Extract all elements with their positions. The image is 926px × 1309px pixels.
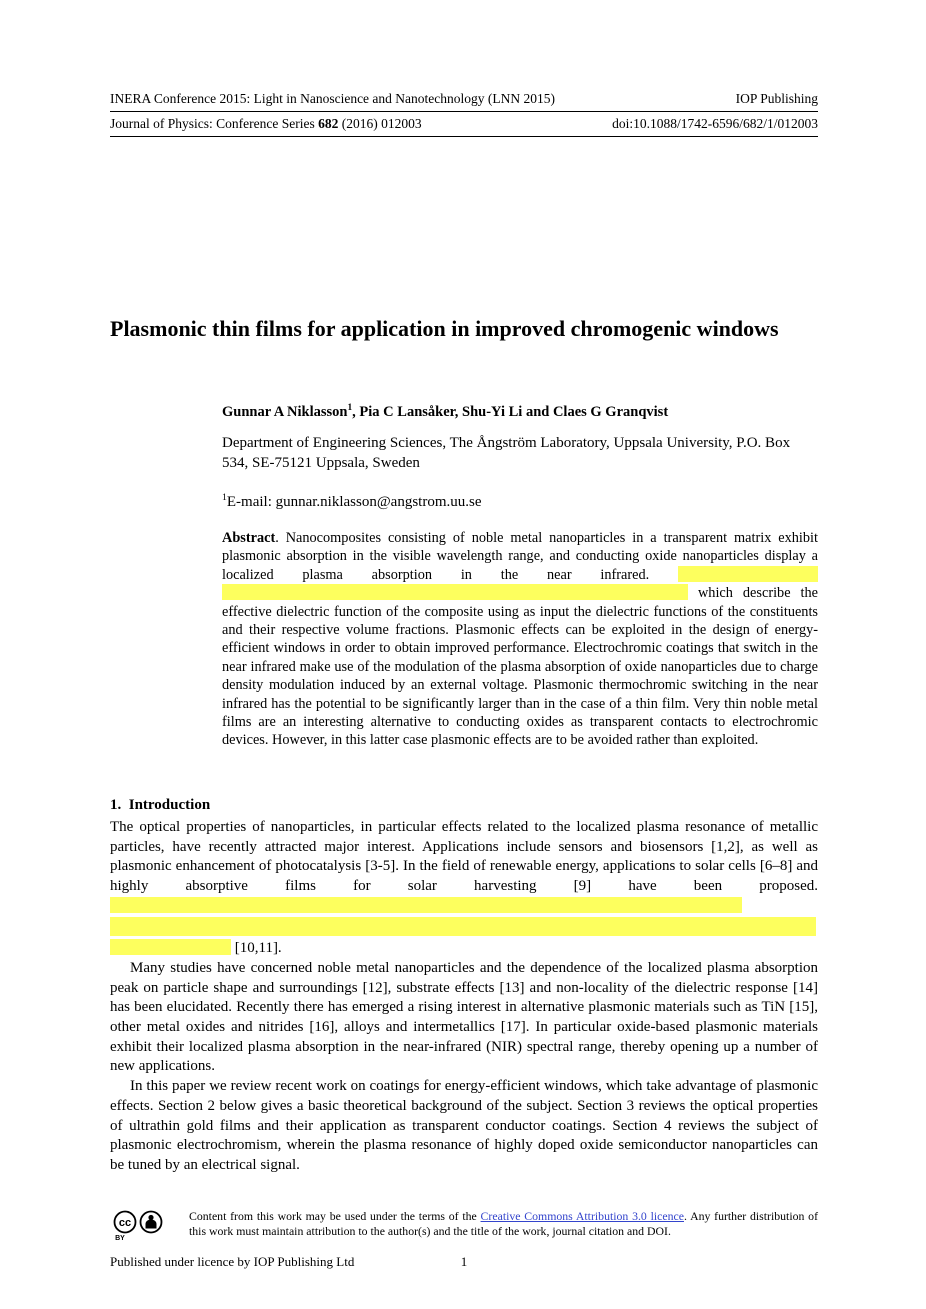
license-row [110,1209,818,1247]
redacted-highlight [222,584,688,600]
header-row-conference [110,90,818,111]
creative-commons-link[interactable]: Creative Commons Attribution 3.0 licence [480,1209,684,1223]
abstract-text-1: . Nanocomposites consisting of noble metal nanoparticles in a transparent matrix exhibit plasmonic absorption in the visible wavelength range, and conducting oxide nanoparticles display a localized plasma absorption in the near infrared. [222,530,818,583]
conference-title: INERA Conference 2015: Light in Nanoscience and Nanotechnology (LNN 2015) [110,91,556,106]
section-heading-introduction: 1. Introduction [110,797,211,813]
abstract-text-2: which describe the effective dielectric function of the composite using as input the dielectric functions of the constituents and their respective volume fractions. Plasmonic effects can be exploited in the design of energy-efficient windows in order to obtain improved performance. Electrochromic coatings that switch in the near infrared make use of the modulation of the plasma absorption of oxide nanoparticles due to charge density modulation induced by an external voltage. Plasmonic thermochromic switching in the near infrared has the potential to be significantly larger than in the case of a thin film. Very thin noble metal films are an interesting alternative to conducting oxides as transparent contacts to electrochromic devices. However, in this latter case plasmonic effects are to be avoided rather than exploited. [222,585,818,749]
license-text-2: . Any further distribution of this work must maintain attribution to the author(s) and the title of the work, journal citation and DOI. [189,1209,818,1238]
email-text: E-mail: gunnar.niklasson@angstrom.uu.se [226,494,482,510]
page-header [110,90,818,137]
journal-citation [110,116,422,132]
redacted-highlight [110,917,816,936]
body-text [110,818,818,1176]
paper-title: Plasmonic thin films for application in improved chromogenic windows [110,315,779,341]
svg-text:cc: cc [118,1217,132,1229]
intro-paragraph-1-text: The optical properties of nanoparticles, in particular effects related to the localized plasma resonance of metallic particles, have recently attracted major interest. Applications include sensors and biosensors [1,2], as well as plasmonic enhancement of photocatalysis [3-5]. In the field of renewable energy, applications to solar cells [6–8] and highly absorptive films for solar harvesting [9] have been proposed. [110,819,818,895]
published-under-licence: Published under licence by IOP Publishing Ltd [110,1254,355,1269]
license-text [189,1209,818,1239]
intro-paragraph-2: Many studies have concerned noble metal nanoparticles and the dependence of the localized plasma absorption peak on particle shape and surroundings [12], substrate effects [13] and non-locality of the dielectric response [14] has been elucidated. Recently there has emerged a rising interest in alternative plasmonic materials such as TiN [15], other metal oxides and nitrides [16], alloys and intermetallics [17]. In particular oxide-based plasmonic materials exhibit their localized plasma absorption in the near-infrared (NIR) spectral range, thereby opening up a number of new applications. [110,959,818,1075]
doi-text: doi:10.1088/1742-6596/682/1/012003 [612,116,818,131]
author-rest: , Pia C Lansåker, Shu-Yi Li and Claes G Granqvist [352,403,669,420]
abstract-label: Abstract [222,530,276,546]
page-footer [110,1209,818,1270]
header-rule-bottom [110,136,818,137]
email-line [222,492,818,511]
cc-by-label: BY [115,1235,125,1242]
abstract [222,529,818,750]
author-line [222,403,818,421]
author-first: Gunnar A Niklasson [222,403,348,420]
publisher-name: IOP Publishing [735,91,818,106]
redacted-highlight [110,897,742,913]
affiliation: Department of Engineering Sciences, The Ångström Laboratory, Uppsala University, P.O. Box 534, SE-75121 Uppsala, Sweden [222,435,791,471]
footer-bottom-row [110,1254,818,1270]
redacted-highlight [678,566,818,582]
cc-by-icon [110,1210,182,1242]
page-number: 1 [460,1254,468,1269]
author-affiliation-mark: 1 [347,403,353,413]
redacted-highlight [110,939,231,955]
cc-by-badge [110,1209,182,1247]
license-text-1: Content from this work may be used under the terms of the [189,1209,481,1223]
journal-issue: (2016) 012003 [338,116,422,131]
intro-paragraph-1-refs: [10,11]. [231,940,282,957]
email-affiliation-mark: 1 [222,492,227,503]
journal-name: Journal of Physics: Conference Series [110,116,319,131]
intro-paragraph-3: In this paper we review recent work on coatings for energy-efficient windows, which take advantage of plasmonic effects. Section 2 below gives a basic theoretical background of the subject. Section 3 reviews the optical properties of ultrathin gold films and their application as transparent conductor coatings. Section 4 reviews the subject of plasmonic electrochromism, wherein the plasma resonance of highly doped oxide semiconductor nanoparticles can be tuned by an electrical signal. [110,1078,818,1173]
header-row-journal [110,112,818,136]
journal-volume: 682 [318,116,339,131]
intro-paragraph-1 [110,818,818,959]
